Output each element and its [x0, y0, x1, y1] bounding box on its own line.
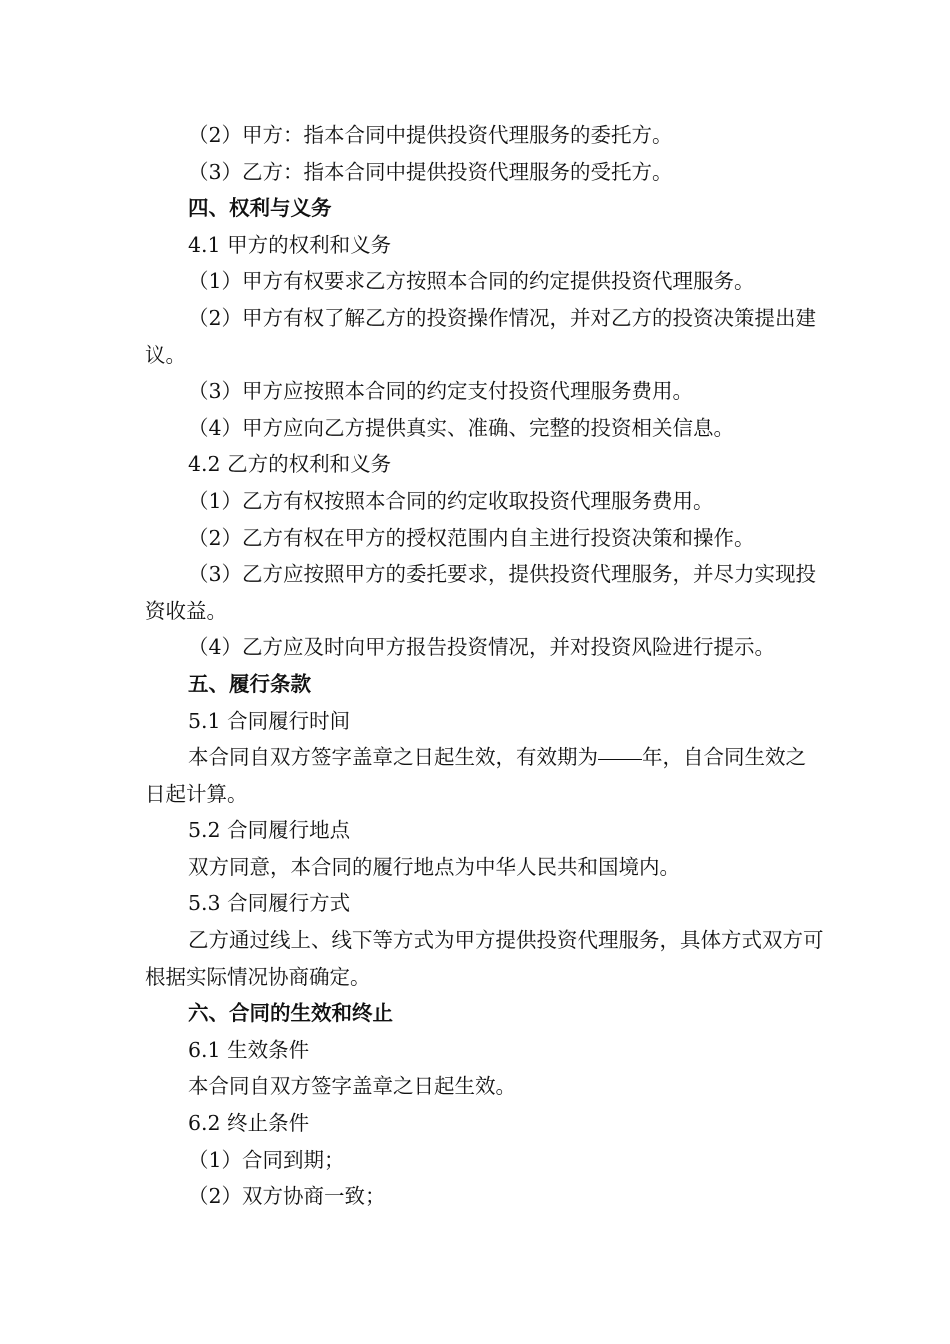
clause-6-2-2: （2）双方协商一致； [188, 1184, 386, 1209]
clause-4-2-4: （4）乙方应及时向甲方报告投资情况，并对投资风险进行提示。 [188, 635, 776, 660]
clause-term-period [145, 739, 825, 812]
section-heading-rights-obligations: 四、权利与义务 [188, 196, 332, 221]
document-body [145, 117, 825, 1215]
clause-4-2-3: （3）乙方应按照甲方的委托要求，提供投资代理服务，并尽力实现投资收益。 [145, 562, 817, 623]
subsection-4-1: 4.1 甲方的权利和义务 [188, 232, 392, 257]
section-heading-effect-termination: 六、合同的生效和终止 [188, 1001, 393, 1026]
clause-effect-condition: 本合同自双方签字盖章之日起生效。 [188, 1074, 516, 1099]
term-years-blank[interactable] [598, 758, 642, 760]
subsection-5-1: 5.1 合同履行时间 [188, 708, 351, 733]
subsection-6-1: 6.1 生效条件 [188, 1037, 310, 1062]
clause-4-2-1: （1）乙方有权按照本合同的约定收取投资代理服务费用。 [188, 488, 714, 513]
clause-4-1-4: （4）甲方应向乙方提供真实、准确、完整的投资相关信息。 [188, 415, 735, 440]
term-text-after: 年，自合同生效之日起计算。 [145, 745, 806, 806]
section-heading-performance: 五、履行条款 [188, 671, 311, 696]
clause-place: 双方同意，本合同的履行地点为中华人民共和国境内。 [188, 854, 680, 879]
subsection-6-2: 6.2 终止条件 [188, 1111, 310, 1136]
definition-party-b: （3）乙方：指本合同中提供投资代理服务的受托方。 [188, 159, 673, 184]
subsection-5-3: 5.3 合同履行方式 [188, 891, 351, 916]
clause-4-1-1: （1）甲方有权要求乙方按照本合同的约定提供投资代理服务。 [188, 269, 755, 294]
clause-method: 乙方通过线上、线下等方式为甲方提供投资代理服务，具体方式双方可根据实际情况协商确定。 [145, 928, 824, 989]
clause-4-1-2: （2）甲方有权了解乙方的投资操作情况，并对乙方的投资决策提出建议。 [145, 305, 817, 367]
subsection-5-2: 5.2 合同履行地点 [188, 818, 351, 843]
clause-6-2-1: （1）合同到期； [188, 1147, 345, 1172]
term-text-before: 本合同自双方签字盖章之日起生效，有效期为 [188, 745, 598, 770]
subsection-4-2: 4.2 乙方的权利和义务 [188, 452, 392, 477]
clause-4-1-3: （3）甲方应按照本合同的约定支付投资代理服务费用。 [188, 379, 694, 404]
definition-party-a: （2）甲方：指本合同中提供投资代理服务的委托方。 [188, 123, 673, 147]
clause-4-2-2: （2）乙方有权在甲方的授权范围内自主进行投资决策和操作。 [188, 525, 755, 550]
